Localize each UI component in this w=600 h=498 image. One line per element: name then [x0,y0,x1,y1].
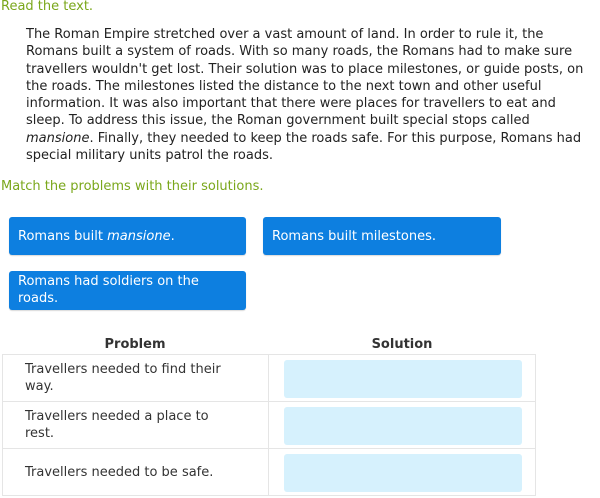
table-row [3,449,535,496]
table-row [3,402,535,449]
passage-text-end: . Finally, they needed to keep the roads safe. For this purpose, Romans had special military units patrol the roads. [26,130,582,164]
table-row [3,355,535,402]
problem-text: Travellers needed a place to rest. [25,409,209,441]
answer-tile-milestones[interactable] [263,217,501,255]
tile-text: Romans had soldiers on the roads. [18,274,199,306]
tile-text-end: . [170,229,175,244]
match-instruction: Match the problems with their solutions. [1,179,264,194]
passage-italic-term: mansione [26,130,90,146]
problem-column-header: Problem [104,337,166,352]
problem-cell [3,355,269,401]
solution-drop-zone[interactable] [284,360,522,398]
read-instruction: Read the text. [1,0,94,14]
tile-italic-term: mansione [107,229,171,244]
reading-passage [26,26,598,164]
solution-drop-zone[interactable] [284,407,522,445]
answer-tile-soldiers[interactable] [9,271,246,310]
problem-text: Travellers needed to be safe. [25,465,214,480]
tile-text: Romans built milestones. [272,229,436,244]
solution-column-header: Solution [371,337,433,352]
problem-text: Travellers needed to find their way. [25,362,221,394]
solution-drop-zone[interactable] [284,454,522,492]
matching-table [2,354,536,496]
passage-text-start: The Roman Empire stretched over a vast amount of land. In order to rule it, the Romans built a system of roads. With so many roads, the Romans had to make sure travellers wouldn't get lost. Their solution was to place milestones, or guide posts, on the roads. The milestones listed the distance to the next town and other useful information. It was also important that there were places for travellers to eat and sleep. To address this issue, the Roman government built special stops called [26,27,584,129]
problem-cell [3,402,269,448]
problem-cell [3,449,269,496]
answer-tile-mansione[interactable] [9,217,246,255]
passage-paragraph [26,26,598,164]
tile-text: Romans built [18,229,108,244]
